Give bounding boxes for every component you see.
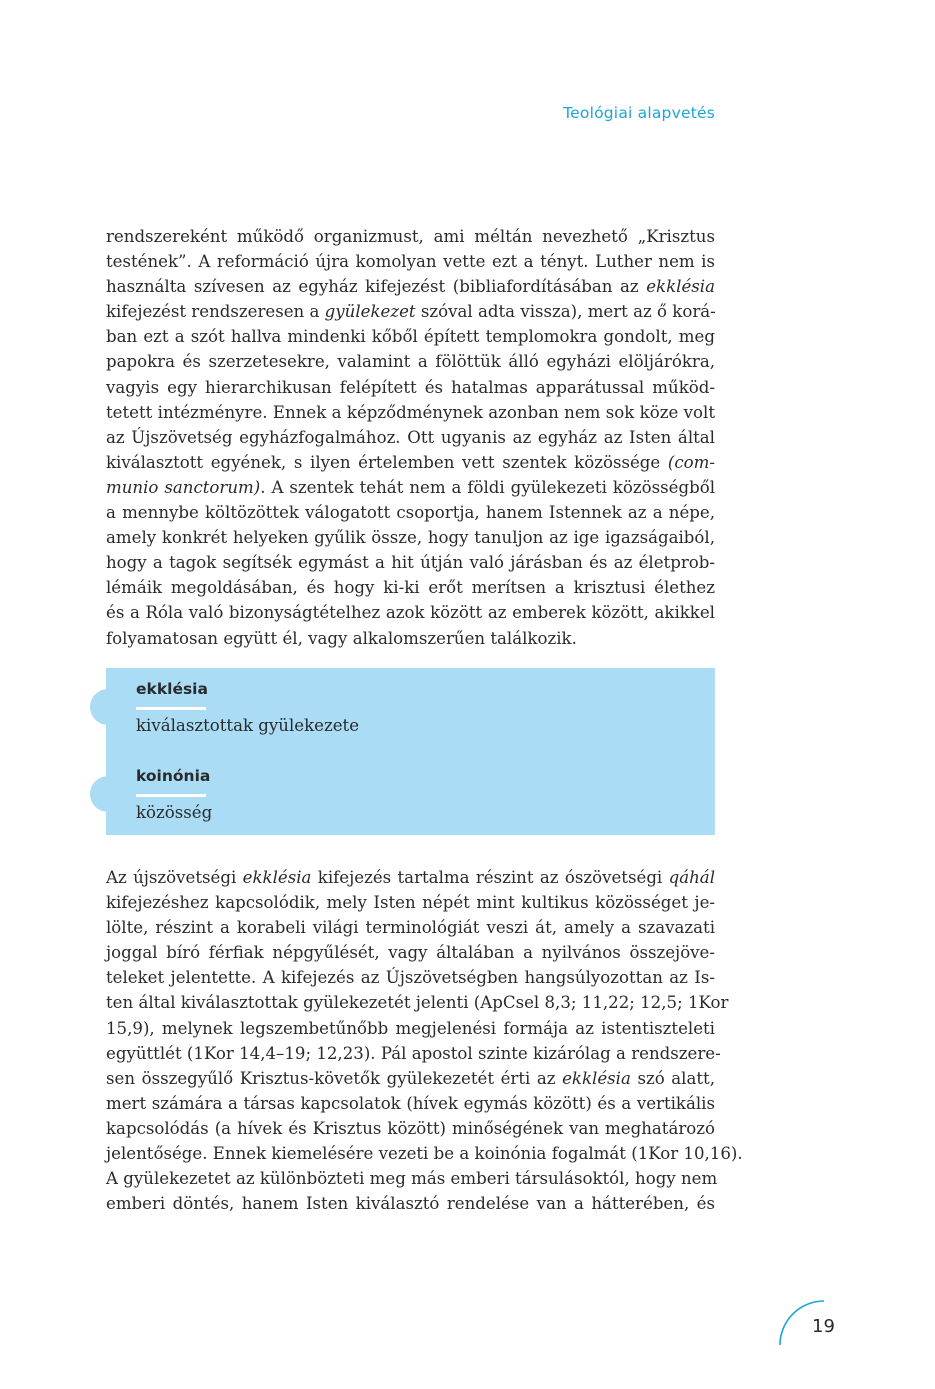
glossary-term: koinónia: [136, 767, 211, 785]
text-line: [106, 324, 715, 349]
italic-term: gyülekezet: [324, 302, 416, 322]
text-run: lölte, részint a korabeli világi terminológiát veszi át, amely a szavazati: [106, 918, 715, 938]
text-run: együttlét (1Kor 14,4–19; 12,23). Pál apostol szinte kizárólag a rendszere-: [106, 1043, 721, 1063]
text-run: A gyülekezetet az különbözteti meg más emberi társulásoktól, hogy nem: [106, 1169, 718, 1189]
text-line: [106, 1141, 743, 1166]
text-line: [106, 525, 715, 550]
text-run: kifejezéshez kapcsolódik, mely Isten népét mint kultikus közösséget je-: [106, 893, 715, 913]
text-line: [106, 575, 715, 600]
text-run: emberi döntés, hanem Isten kiválasztó rendelése van a hátterében, és: [106, 1194, 715, 1214]
running-head: Teológiai alapvetés: [563, 104, 715, 122]
page-number: 19: [812, 1316, 835, 1337]
text-line: [106, 865, 715, 890]
text-line: [106, 550, 715, 575]
text-run: kapcsolódás (a hívek és Krisztus között) minőségének van meghatározó: [106, 1118, 715, 1138]
text-run: szóval adta vissza), mert az ő korá-: [415, 302, 716, 322]
text-run: az Újszövetség egyházfogalmához. Ott ugyanis az egyház az Isten által: [106, 427, 715, 447]
text-line: [106, 375, 715, 400]
text-line: [106, 600, 715, 625]
text-line: [106, 990, 729, 1015]
text-run: jelentősége. Ennek kiemelésére vezeti be a koinónia fogalmát (1Kor 10,16).: [106, 1144, 743, 1164]
text-run: lémáik megoldásában, és hogy ki-ki erőt merítsen a krisztusi élethez: [106, 578, 715, 598]
text-run: használta szívesen az egyház kifejezést (bibliafordításában az: [106, 277, 647, 297]
text-run: kifejezést rendszeresen a: [106, 302, 325, 322]
text-run: testének”. A reformáció újra komolyan vette ezt a tényt. Luther nem is: [106, 252, 715, 272]
text-run: sen összegyűlő Krisztus-követők gyülekezetét érti az: [106, 1068, 563, 1088]
text-line: [106, 1191, 715, 1216]
text-run: . A szentek tehát nem a földi gyülekezeti közösségből: [260, 477, 715, 497]
text-line: [106, 500, 715, 525]
text-run: 15,9), melynek legszembetűnőbb megjelenési formája az istentiszteleti: [106, 1018, 715, 1038]
text-run: a mennybe költözöttek válogatott csoportja, hanem Istennek az a népe,: [106, 503, 715, 523]
italic-term: qáhál: [668, 868, 716, 887]
text-line: [106, 965, 715, 990]
text-run: hogy a tagok segítsék egymást a hit útján való járásban és az életprob-: [106, 553, 715, 573]
text-run: kifejezés tartalma részint az ószövetségi: [311, 868, 669, 887]
body-paragraph-1: [106, 224, 715, 651]
text-run: tetett intézményre. Ennek a képződménynek azonban nem sok köze volt: [106, 402, 715, 422]
text-line: [106, 1116, 715, 1141]
text-run: amely konkrét helyeken gyűlik össze, hogy tanuljon az ige igazságaiból,: [106, 528, 715, 548]
text-line: [106, 299, 715, 324]
text-line: [106, 1016, 715, 1041]
text-line: [106, 940, 715, 965]
text-line: [106, 1166, 718, 1191]
text-line: [106, 249, 715, 274]
glossary-definition: kiválasztottak gyülekezete: [136, 716, 360, 735]
text-line: [106, 890, 715, 915]
text-run: mert számára a társas kapcsolatok (hívek egymás között) és a vertikális: [106, 1093, 715, 1113]
text-line: [106, 349, 715, 374]
text-run: folyamatosan együtt él, vagy alkalomszerűen találkozik.: [106, 628, 577, 648]
italic-term: munio sanctorum): [106, 477, 261, 497]
text-line: [106, 1091, 715, 1116]
text-run: joggal bíró férfiak népgyűlését, vagy általában a nyilvános összejöve-: [106, 943, 715, 963]
text-line: [106, 400, 715, 425]
term-underline: [136, 707, 206, 710]
text-run: teleket jelentette. A kifejezés az Újszövetségben hangsúlyozottan az Is-: [106, 968, 715, 988]
text-run: szó alatt,: [630, 1068, 715, 1088]
italic-term: ekklésia: [562, 1068, 631, 1088]
text-run: rendszereként működő organizmust, ami méltán nevezhető „Krisztus: [106, 227, 715, 246]
text-line: [106, 274, 715, 299]
term-underline: [136, 794, 206, 797]
text-line: [106, 1041, 721, 1066]
text-run: és a Róla való bizonyságtételhez azok között az emberek között, akikkel: [106, 603, 715, 623]
text-line: [106, 425, 715, 450]
italic-term: ekklésia: [242, 868, 312, 887]
glossary-definition: közösség: [136, 803, 213, 822]
italic-term: (com-: [667, 452, 715, 472]
glossary-box: [106, 668, 715, 835]
text-run: ban ezt a szót hallva mindenki kőből épített templomokra gondolt, meg: [106, 327, 715, 347]
text-line: [106, 475, 715, 500]
text-run: vagyis egy hierarchikusan felépített és hatalmas apparátussal működ-: [106, 377, 715, 397]
text-run: kiválasztott egyének, s ilyen értelemben vett szentek közössége: [106, 452, 668, 472]
body-paragraph-2: [106, 865, 743, 1216]
text-run: Az újszövetségi: [106, 868, 243, 887]
text-line: [106, 224, 715, 249]
italic-term: ekklésia: [646, 277, 715, 297]
text-run: papokra és szerzetesekre, valamint a fölöttük álló egyházi elöljárókra,: [106, 352, 715, 372]
text-line: [106, 915, 715, 940]
text-line: [106, 626, 715, 651]
text-line: [106, 1066, 715, 1091]
text-run: ten által kiválasztottak gyülekezetét jelenti (ApCsel 8,3; 11,22; 12,5; 1Kor: [106, 993, 729, 1013]
glossary-term: ekklésia: [136, 680, 208, 698]
text-line: [106, 450, 715, 475]
